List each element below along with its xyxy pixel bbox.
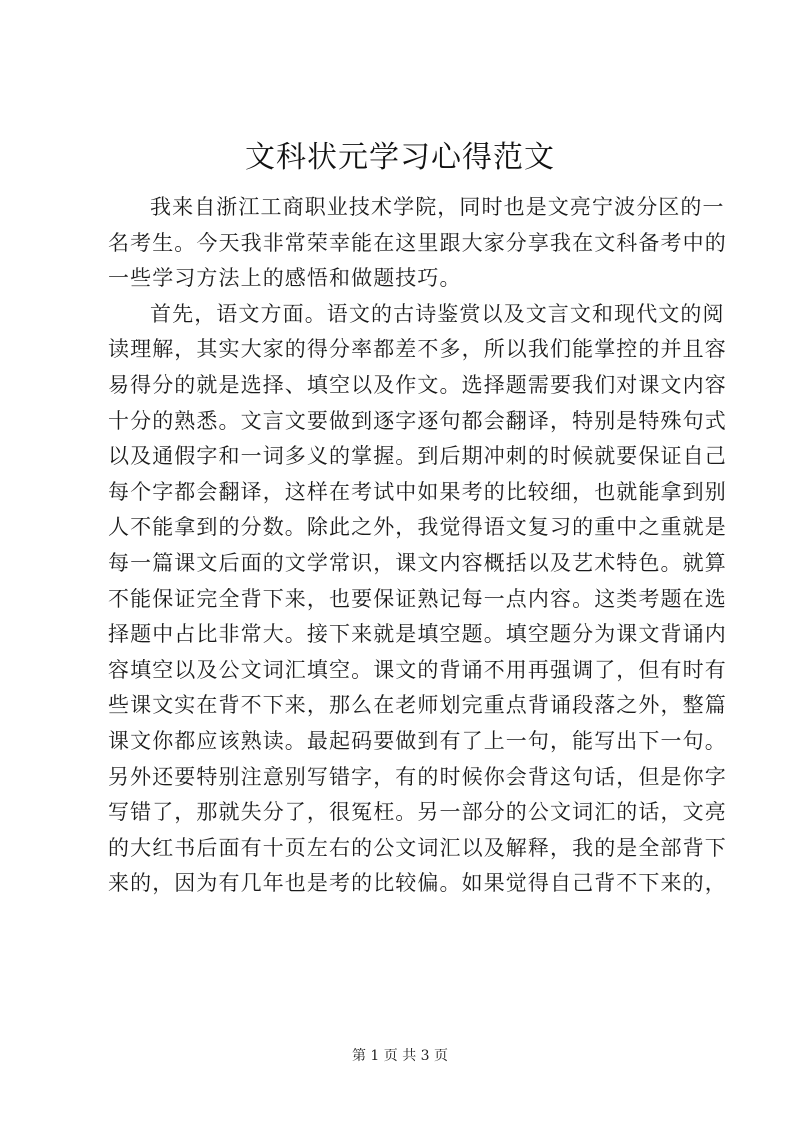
paragraph-2-line-15: 写错了，那就失分了，很冤枉。另一部分的公文词汇的话，文亮: [108, 800, 727, 825]
paragraph-2-line-11: 容填空以及公文词汇填空。课文的背诵不用再强调了，但有时有: [108, 657, 727, 682]
paragraph-2-line-4: 十分的熟悉。文言文要做到逐字逐句都会翻译，特别是特殊句式: [108, 408, 727, 433]
paragraph-2-line-12: 些课文实在背不下来，那么在老师划完重点背诵段落之外，整篇: [108, 693, 727, 718]
paragraph-2-line-10: 择题中占比非常大。接下来就是填空题。填空题分为课文背诵内: [108, 622, 727, 647]
document-body: [108, 190, 727, 902]
paragraph-2-line-2: 读理解，其实大家的得分率都差不多，所以我们能掌控的并且容: [108, 337, 727, 362]
paragraph-2-line-17: 来的，因为有几年也是考的比较偏。如果觉得自己背不下来的，: [108, 871, 727, 896]
paragraph-2-line-13: 课文你都应该熟读。最起码要做到有了上一句，能写出下一句。: [108, 728, 727, 753]
paragraph-2-line-16: 的大红书后面有十页左右的公文词汇以及解释，我的是全部背下: [108, 835, 727, 860]
paragraph-1-line-3: 一些学习方法上的感悟和做题技巧。: [108, 266, 462, 291]
paragraph-2-line-7: 人不能拿到的分数。除此之外，我觉得语文复习的重中之重就是: [108, 515, 727, 540]
paragraph-2-line-14: 另外还要特别注意别写错字，有的时候你会背这句话，但是你字: [108, 764, 727, 789]
paragraph-1-line-2: 名考生。今天我非常荣幸能在这里跟大家分享我在文科备考中的: [108, 230, 727, 255]
paragraph-2-line-6: 每个字都会翻译，这样在考试中如果考的比较细，也就能拿到别: [108, 479, 727, 504]
document-title: 文科状元学习心得范文: [245, 140, 555, 175]
paragraph-2-line-9: 不能保证完全背下来，也要保证熟记每一点内容。这类考题在选: [108, 586, 727, 611]
paragraph-2-line-8: 每一篇课文后面的文学常识，课文内容概括以及艺术特色。就算: [108, 550, 727, 575]
paragraph-2-line-3: 易得分的就是选择、填空以及作文。选择题需要我们对课文内容: [108, 372, 727, 397]
page-number-footer: 第 1 页 共 3 页: [351, 1048, 449, 1064]
paragraph-1-line-1: 我来自浙江工商职业技术学院，同时也是文亮宁波分区的一: [150, 195, 725, 219]
paragraph-2-line-5: 以及通假字和一词多义的掌握。到后期冲刺的时候就要保证自己: [108, 444, 727, 469]
paragraph-2-line-1: 首先，语文方面。语文的古诗鉴赏以及文言文和现代文的阅: [150, 301, 725, 326]
